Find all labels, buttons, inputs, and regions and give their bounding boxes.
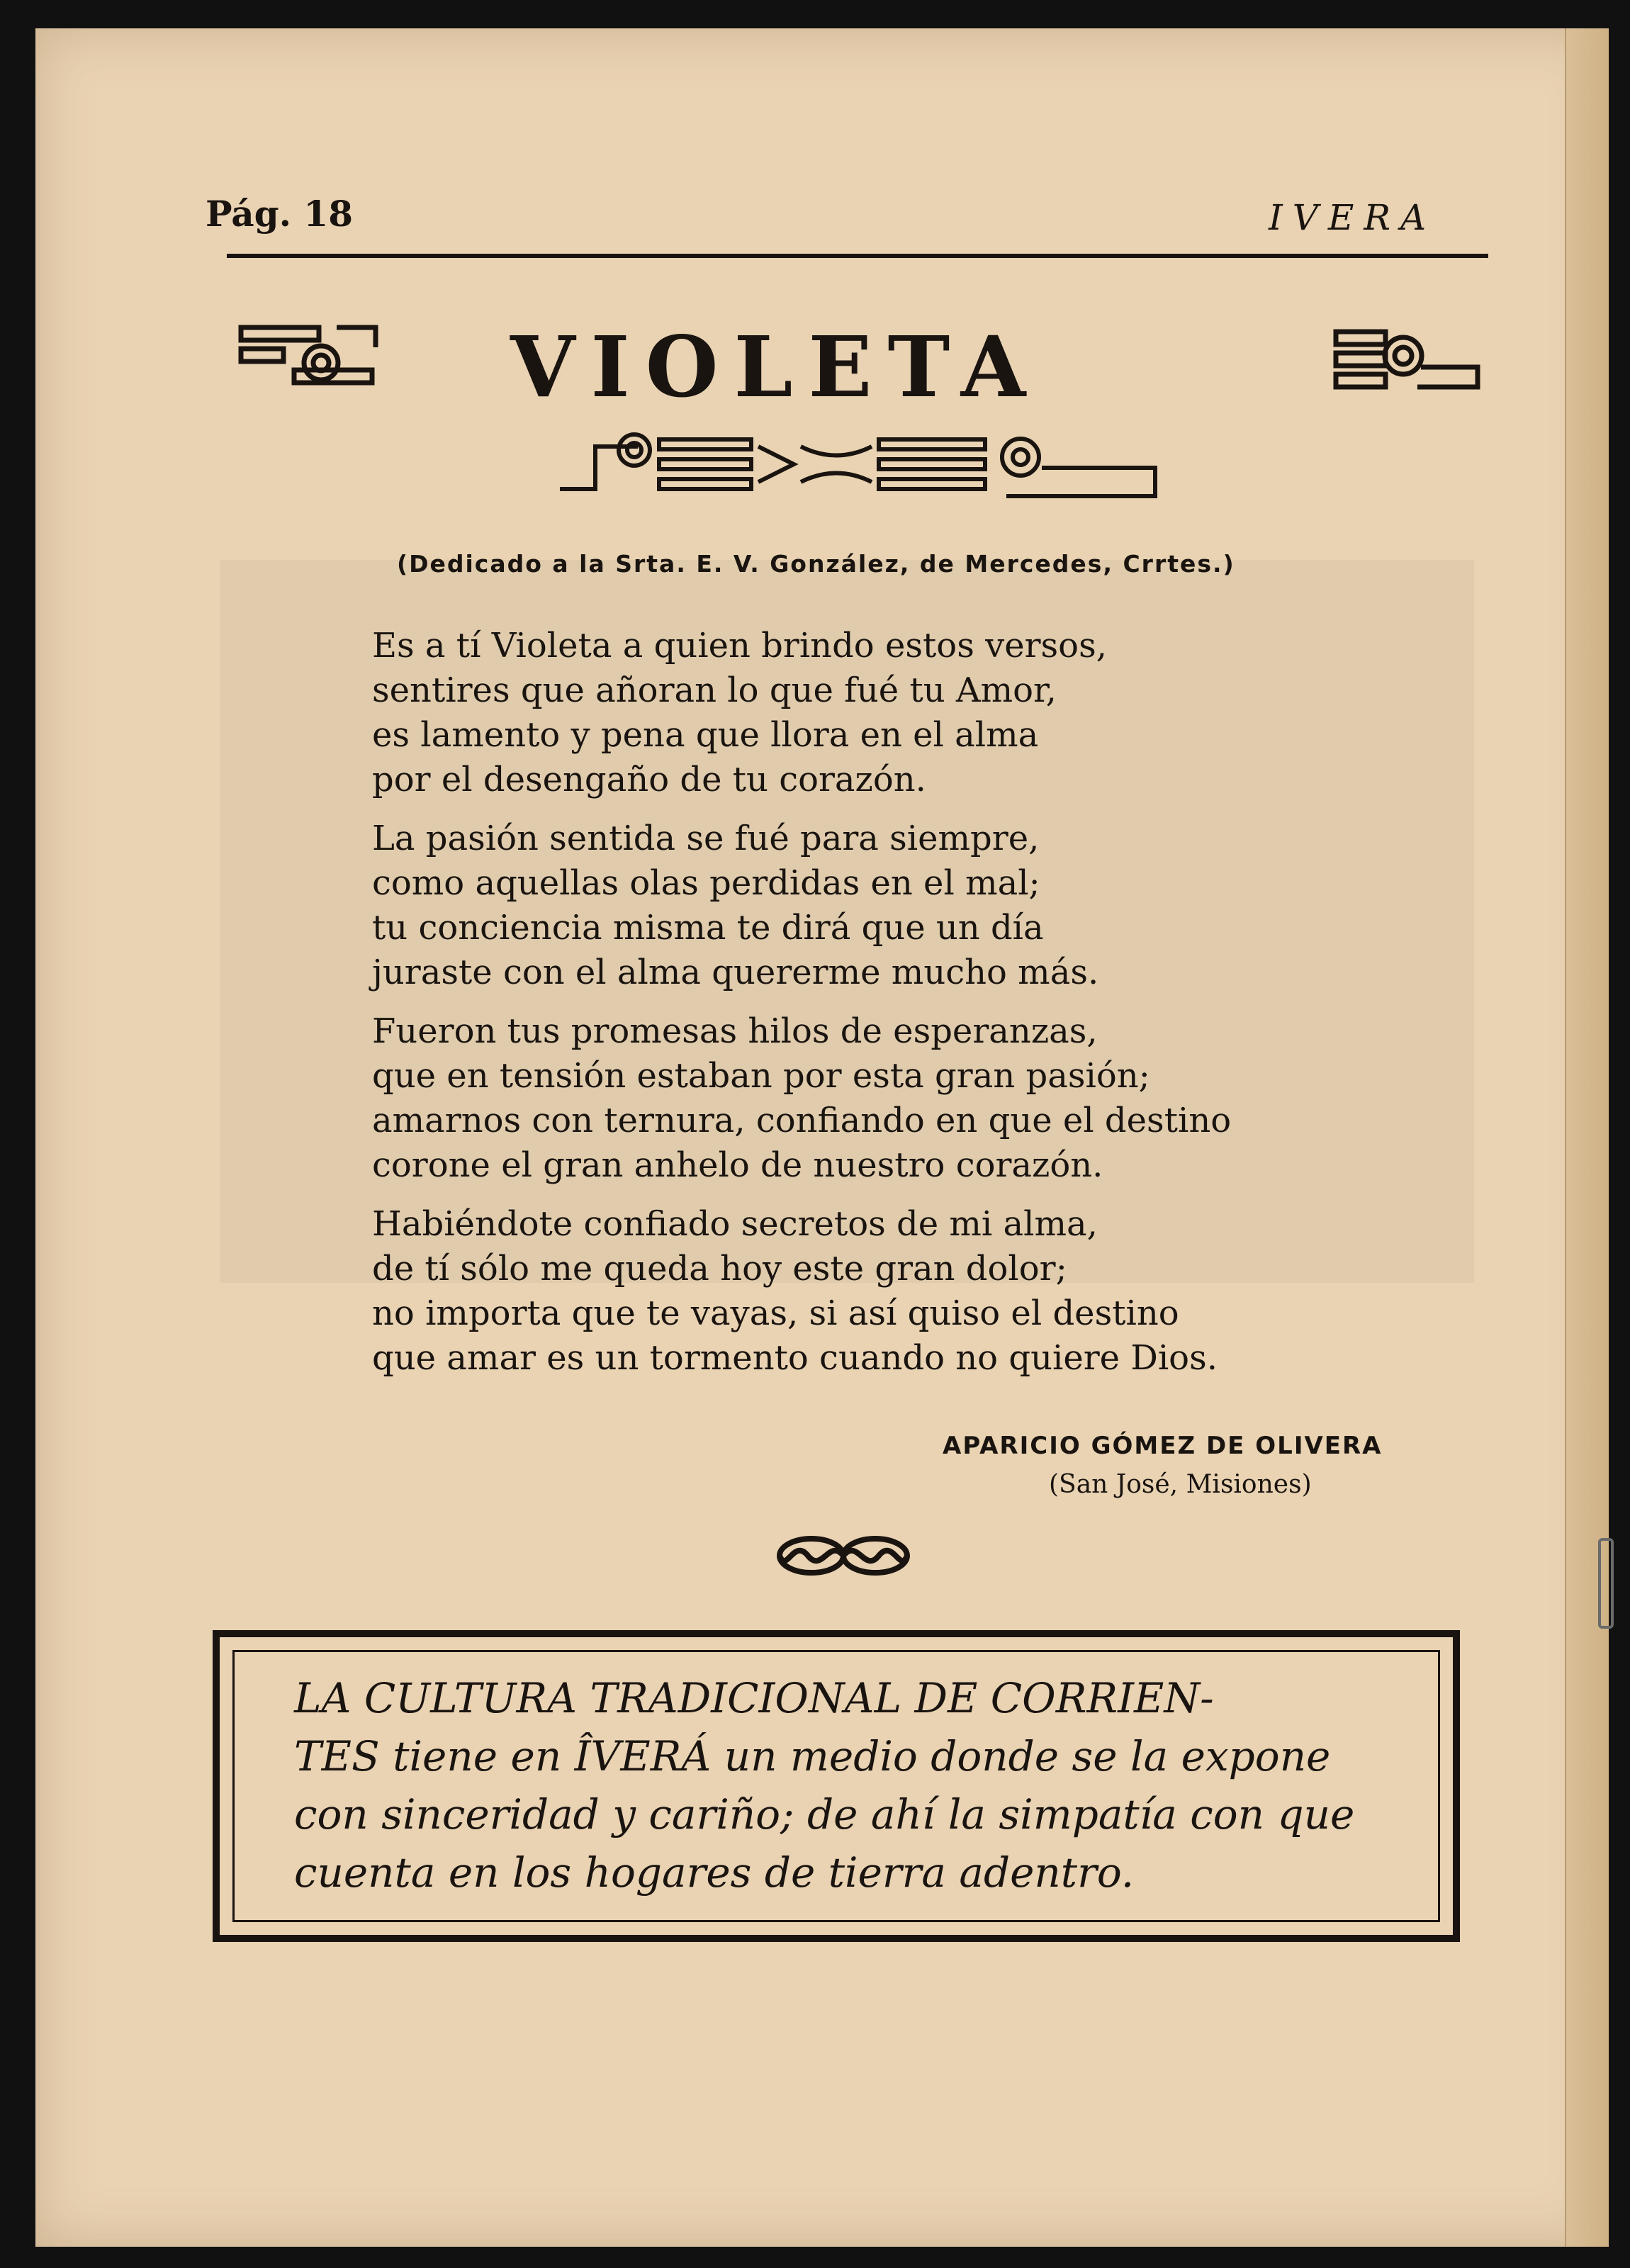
poem-line: que amar es un tormento cuando no quiere Dios.	[372, 1338, 1218, 1378]
journal-name: IVERA	[1269, 197, 1437, 238]
poem-title: VIOLETA	[510, 318, 1042, 416]
notice-line: LA CULTURA TRADICIONAL DE CORRIEN-	[294, 1674, 1214, 1722]
stanza-4	[372, 1202, 1218, 1381]
poem-line: de tí sólo me queda hoy este gran dolor;	[372, 1249, 1067, 1289]
notice-line: TES tiene en ÎVERÁ un medio donde se la expone	[294, 1732, 1331, 1780]
poem-line: corone el gran anhelo de nuestro corazón.	[372, 1145, 1103, 1185]
author-place: (San José, Misiones)	[1049, 1470, 1312, 1499]
staple	[1598, 1538, 1614, 1629]
author-name: APARICIO GÓMEZ DE OLIVERA	[943, 1432, 1383, 1460]
center-band-ornament	[553, 425, 1162, 510]
poem-line: por el desengaño de tu corazón.	[372, 760, 926, 799]
poem-line: que en tensión estaban por esta gran pasión;	[372, 1056, 1150, 1096]
poem-line: Es a tí Violeta a quien brindo estos versos,	[372, 626, 1107, 666]
poem-line: es lamento y pena que llora en el alma	[372, 715, 1039, 755]
poem-line: La pasión sentida se fué para siempre,	[372, 819, 1040, 858]
left-title-ornament	[237, 319, 379, 397]
page-spine	[1565, 28, 1609, 2247]
poem-line: sentires que añoran lo que fué tu Amor,	[372, 670, 1057, 710]
stanza-1	[372, 624, 1107, 802]
stanza-3	[372, 1009, 1231, 1188]
poem-line: Habiéndote confiado secretos de mi alma,	[372, 1204, 1098, 1244]
notice-line: cuenta en los hogares de tierra adentro.	[294, 1848, 1135, 1897]
notice-text	[294, 1669, 1414, 1902]
notice-line: con sinceridad y cariño; de ahí la simpatía con que	[294, 1790, 1355, 1838]
poem-line: Fueron tus promesas hilos de esperanzas,	[372, 1011, 1098, 1051]
page-number: Pág. 18	[206, 193, 354, 235]
poem-line: juraste con el alma quererme mucho más.	[372, 953, 1099, 992]
dedication: (Dedicado a la Srta. E. V. González, de Mercedes, Crrtes.)	[397, 550, 1235, 578]
fleuron-divider-icon	[772, 1527, 914, 1584]
poem-line: tu conciencia misma te dirá que un día	[372, 908, 1044, 948]
header-rule	[227, 254, 1488, 258]
right-title-ornament	[1332, 325, 1481, 403]
poem-line: amarnos con ternura, confiando en que el destino	[372, 1101, 1232, 1140]
stanza-2	[372, 816, 1098, 995]
poem-line: no importa que te vayas, si así quiso el destino	[372, 1293, 1179, 1333]
poem-line: como aquellas olas perdidas en el mal;	[372, 863, 1040, 903]
